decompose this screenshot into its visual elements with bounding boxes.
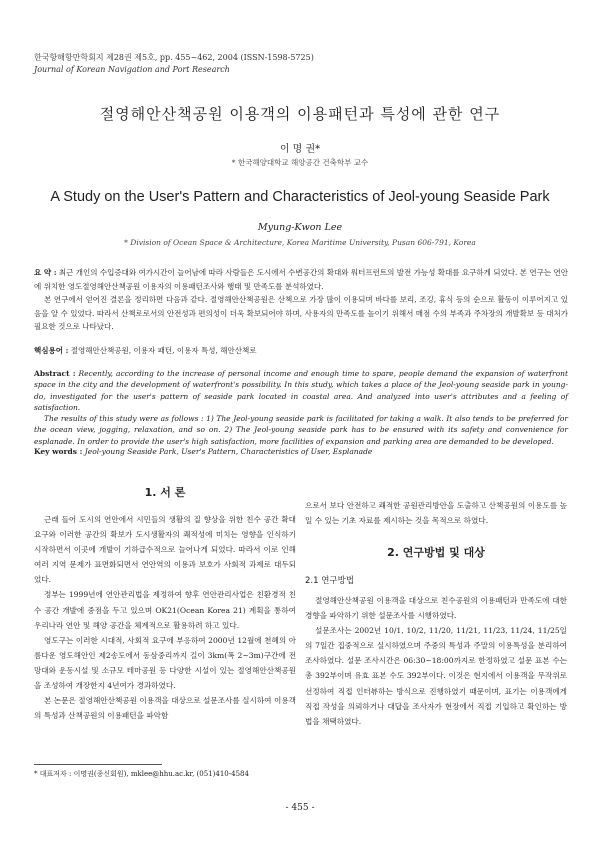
section-2-heading: 2. 연구방법 및 대상: [387, 546, 485, 559]
author-en: Myung-Kwon Lee: [257, 222, 343, 233]
section-2-paragraph: 절영해안산책공원 이용객을 대상으로 친수공원의 이용패턴과 만족도에 대한 경향을 파악하기 위한 설문조사를 시행하였다.: [305, 596, 567, 621]
abstract-en-paragraph-1: Recently, according to the increase of personal income and enough time to spare, people demand the expansion of waterfront space in the city and the development of waterfront's possibility. In this study, which takes a place of the Jeol-young seaside park in young-do, investigated for the user's pattern of seaside park located in coastal area. And analyzed into user's attributes and a feeling of satisfaction.: [34, 369, 568, 412]
journal-header: [34, 52, 314, 76]
footnote-rule: [34, 764, 162, 765]
abstract-en-paragraph-2: The results of this study were as follows : 1) The Jeol-young seaside park is facilitated for taking a walk. It also tends to be preferred for the ocean view, jogging, relaxation, and so on. 2) The Jeol-young seaside park has to be ensured with its safety and convenience for esplanade. In order to provide the user's high satisfaction, more facilities of expansion and parking area are demanded to be developed.: [34, 414, 568, 446]
page-number: - 455 -: [285, 803, 315, 813]
keywords-en-label: Key words :: [34, 447, 83, 456]
abstract-en: [34, 368, 568, 447]
paper-title-ko: 절영해안산책공원 이용객의 이용패턴과 특성에 관한 연구: [99, 105, 501, 123]
section-2-paragraph: 설문조사는 2002년 10/1, 10/2, 11/20, 11/21, 11/23, 11/24, 11/25일의 7일간 집중적으로 실시하였으며 주중의 특성과 주말의 이용특성을 분리하여 조사하였다. 설문 조사시간은 06:30~18:00까지로 한정하였고 설문 표본 수는 총 392부이며 유효 표본 수도 392부이다. 이것은 현지에서 이용객을 무작위로 선정하여 직접 인터뷰하는 방식으로 진행하였기 때문이며, 표기는 이용객에게 직접 작성을 의뢰하거나 대답을 조사자가 현장에서 직접 기입하고 확인하는 방법을 채택하였다.: [305, 626, 567, 726]
section-1-heading: 1. 서 론: [144, 486, 186, 499]
keywords-en: [34, 447, 568, 456]
section-1-body: [34, 512, 296, 723]
journal-citation: 한국항해항만학회지 제28권 제5호, pp. 455~462, 2004 (ISSN-1598-5725): [34, 53, 314, 62]
journal-name-en: Journal of Korean Navigation and Port Research: [34, 65, 230, 74]
section-1-paragraph: 본 논문은 절영해안산책공원 이용객을 대상으로 설문조사를 실시하여 이용객의 특성과 산책공원의 이용패턴을 파악함: [34, 696, 296, 721]
keywords-ko: [34, 345, 568, 356]
author-ko: 이 명 권*: [279, 144, 321, 155]
abstract-ko-label: 요 약 :: [34, 268, 57, 277]
affiliation-en: * Division of Ocean Space & Architecture, Korea Maritime University, Pusan 606-791, Korea: [124, 238, 476, 247]
abstract-ko-paragraph-2: 본 연구에서 얻어진 결론을 정리하면 다음과 같다. 절영해안산책공원은 산책으로 가장 많이 이용되며 바다를 보리, 조깅, 휴식 등의 순으로 활동이 이루어지고 있음을 알 수 있었다. 따라서 산책로로서의 안전성과 편의성이 더욱 확보되어야 하며, 사용자의 만족도를 높이기 위해서 매점 수의 부족과 주차장의 개발확보 등 대처가 필요한 것으로 나타났다.: [34, 295, 568, 331]
keywords-ko-text: 절영해안산책공원, 이용자 패턴, 이용자 특성, 해안산책로: [70, 346, 257, 355]
footnote: * 대표저자 : 이명권(종신회원), mklee@hhu.ac.kr, (051)410-4584: [34, 770, 249, 778]
abstract-ko-paragraph-1: 최근 개인의 수입증대와 여가시간이 늘어남에 따라 사람들은 도시에서 수변공간의 확대와 워터프런트의 발전 가능성 확대를 요구하게 되었다. 본 연구는 연안에 위치한 영도절영해안산책공원 이용자의 이용패턴조사와 행태 및 만족도를 분석하였다.: [34, 268, 568, 291]
affiliation-ko: * 한국해양대학교 해양공간 건축학부 교수: [231, 158, 369, 167]
section-1-paragraph: 근래 들어 도시의 연안에서 시민들의 생활의 질 향상을 위한 친수 공간 확대 요구와 이러한 공간의 확보가 도시생활자의 쾌적성에 미치는 영향을 인식하기 시작하면서 이곳에 개발이 기하급수적으로 늘어나게 되었다. 따라서 이로 인해 여러 지역 문제가 표면화되면서 연안역의 이용과 보호가 사회적 과제로 대두되었다.: [34, 515, 296, 585]
keywords-en-text: Jeol-young Seaside Park, User's Pattern, Characteristics of User, Esplanade: [84, 447, 373, 456]
section-1-paragraph: 정부는 1999년에 연안관리법을 제정하여 향후 연안관리사업은 친환경적 친수 공간 개발에 중점을 두고 있으며 OK21(Ocean Korea 21) 계획을 통하여 우리나라 연안 및 해양 공간을 체계적으로 활용하려 하고 있다.: [34, 590, 296, 630]
subsection-2-1-heading: 2.1 연구방법: [305, 576, 355, 586]
section-1-continuation-text: 으로서 보다 안전하고 쾌적한 공원관리방안을 도출하고 산책공원의 이용도를 높일 수 있는 기초 자료를 제시하는 것을 목적으로 하였다.: [305, 501, 567, 526]
section-1-paragraph: 영도구는 이러한 시대적, 사회적 요구에 부응하여 2000년 12월에 천혜의 아름다운 영도해안인 제2송도에서 동삼중리까지 길이 3km(폭 2~3m)구간에 전망대와 운동시설 및 소규모 테마공원 등 다양한 시설이 있는 절영해안산책공원을 조성하여 개장한지 4년여가 경과하였다.: [34, 635, 296, 691]
abstract-ko: [34, 266, 568, 334]
section-2-body: [305, 593, 567, 729]
section-1-continuation: [305, 498, 567, 528]
paper-title-en: A Study on the User's Pattern and Characteristics of Jeol-young Seaside Park: [50, 189, 550, 205]
abstract-en-label: Abstract :: [34, 369, 76, 378]
keywords-ko-label: 핵심용어 :: [34, 346, 69, 355]
